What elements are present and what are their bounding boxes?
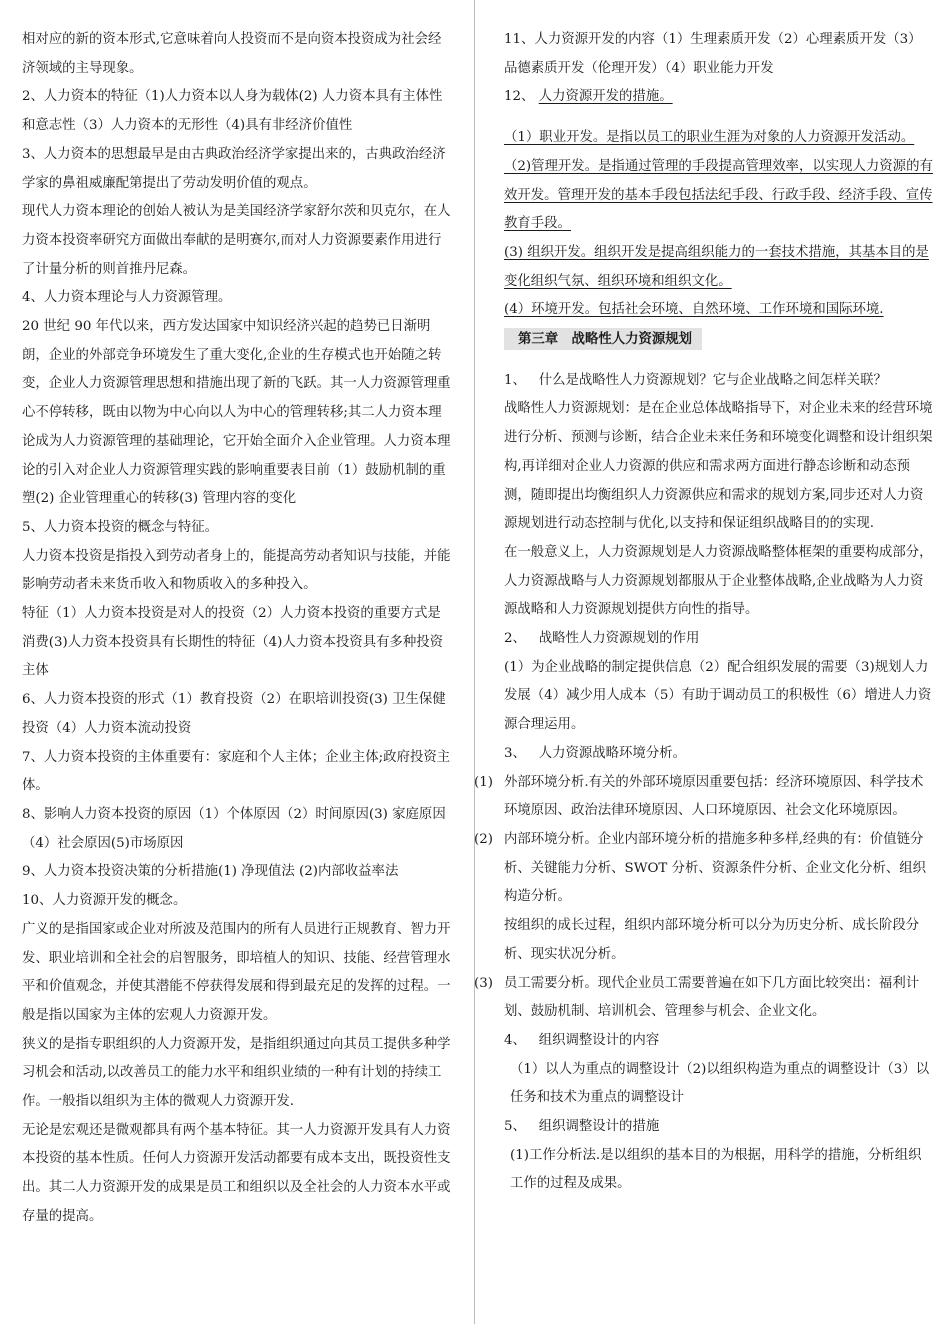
paragraph: 7、人力资本投资的主体重要有：家庭和个人主体；企业主体;政府投资主体。: [22, 749, 451, 794]
paragraph: 相对应的新的资本形式,它意味着向人投资而不是向资本投资成为社会经济领域的主导现象。: [22, 32, 442, 76]
question-title: 什么是战略性人力资源规划？它与企业战略之间怎样关联？: [538, 372, 887, 388]
paragraph: 现代人力资本理论的创始人被认为是美国经济学家舒尔茨和贝克尔，在人力资本投资率研究方面做出奉献的是明赛尔,而对人力资源要素作用进行了计量分析的则首推丹尼森。: [22, 204, 451, 277]
paragraph: 人力资本投资是指投入到劳动者身上的，能提高劳动者知识与技能，并能影响劳动者未来货币收入和物质收入的多种投入。: [22, 548, 451, 593]
paragraph: 无论是宏观还是微观都具有两个基本特征。其一人力资源开发具有人力资本投资的基本性质。任何人力资源开发活动都要有成本支出，既投资性支出。其二人力资源开发的成果是员工和组织以及全社会的人力资本水平或存量的提高。: [22, 1122, 451, 1224]
question-5: [504, 1113, 934, 1142]
question-number: 3、: [504, 745, 526, 761]
question-number: 5、: [504, 1119, 526, 1135]
question-number: 1、: [504, 372, 526, 388]
paragraph: 20 世纪 90 年代以来，西方发达国家中知识经济兴起的趋势已日渐明朗，企业的外部竞争环境发生了重大变化,企业的生存模式也开始随之转变，企业人力资源管理思想和措施出现了新的飞跃。其一人力资源管理重心不停转移，既由以物为中心向以人为中心的管理转移;其二人力资本理论成为人力资源管理的基础理论，它开始全面介入企业管理。人力资本理论的引入对企业人力资源管理实践的影响重要表目前（1）鼓励机制的重塑(2) 企业管理重心的转移(3) 管理内容的变化: [22, 319, 451, 507]
question-title: 人力资源战略环境分析。: [538, 745, 686, 761]
paragraph: 9、人力资本投资决策的分析措施(1) 净现值法 (2)内部收益率法: [22, 864, 399, 880]
paragraph: (1)工作分析法.是以组织的基本目的为根据，用科学的措施，分析组织工作的过程及成果。: [510, 1147, 922, 1192]
paragraph: 8、影响人力资本投资的原因（1）个体原因（2）时间原因(3) 家庭原因（4）社会原因(5)市场原因: [22, 806, 446, 851]
paragraph: (1）为企业战略的制定提供信息（2）配合组织发展的需要（3)规划人力发展（4）减少用人成本（5）有助于调动员工的积极性（6）增进人力资源合理运用。: [504, 659, 932, 733]
paragraph: 狭义的是指专职组织的人力资源开发，是指组织通过向其员工提供多种学习机会和活动,以改善员工的能力水平和组织业绩的一种有计划的持续工作。一般指以组织为主体的微观人力资源开发.: [22, 1036, 451, 1110]
paragraph: 5、人力资本投资的概念与特征。: [22, 519, 218, 535]
env-item: (2) 内部环境分析。企业内部环境分析的措施多种多样,经典的有：价值链分析、关键能力分析、SWOT 分析、资源条件分析、企业文化分析、组织构造分析。: [474, 831, 927, 905]
paragraph: 4、人力资本理论与人力资源管理。: [22, 290, 232, 306]
question-number: 4、: [504, 1032, 526, 1048]
paragraph: 2、人力资本的特征（1)人力资本以人身为载体(2) 人力资本具有主体性和意志性（3）人力资本的无形性（4)具有非经济价值性: [22, 89, 443, 134]
env-item: 按组织的成长过程，组织内部环境分析可以分为历史分析、成长阶段分析、现实状况分析。: [504, 918, 920, 962]
measure-item: （2)管理开发。是指通过管理的手段提高管理效率，以实现人力资源的有效开发。管理开发的基本手段包括法纪手段、行政手段、经济手段、宣传教育手段。: [504, 158, 933, 232]
column-divider: [474, 0, 475, 1324]
paragraph: 战略性人力资源规划：是在企业总体战略指导下，对企业未来的经营环境进行分析、预测与诊断，结合企业未来任务和环境变化调整和设计组织架构,再详细对企业人力资源的供应和需求两方面进行静态诊断和动态预测，随即提出均衡组织人力资源供应和需求的规划方案,同步还对人力资源规划进行动态控制与优化,以支持和保证组织战略目的的实现.: [504, 401, 933, 532]
item-12-title: 人力资源开发的措施。: [538, 89, 673, 105]
env-item: (3) 员工需要分析。现代企业员工需要普遍在如下几方面比较突出：福利计划、鼓励机制、培训机会、管理参与机会、企业文化。: [474, 975, 920, 1020]
question-title: 战略性人力资源规划的作用: [538, 631, 700, 647]
item-12: [504, 83, 934, 112]
measure-item: (4）环境开发。包括社会环境、自然环境、工作环境和国际环境.: [504, 302, 884, 318]
paragraph: 6、人力资本投资的形式（1）教育投资（2）在职培训投资(3) 卫生保健投资（4）人力资本流动投资: [22, 692, 446, 736]
measure-item: (3) 组织开发。组织开发是提高组织能力的一套技术措施，其基本目的是变化组织气氛、组织环境和组织文化。: [504, 244, 929, 289]
item-11: 11、人力资源开发的内容（1）生理素质开发（2）心理素质开发（3）品德素质开发（伦理开发）（4）职业能力开发: [504, 32, 922, 76]
paragraph: 在一般意义上，人力资源规划是人力资源战略整体框架的重要构成部分，人力资源战略与人力资源规划都服从于企业整体战略,企业战略为人力资源战略和人力资源规划提供方向性的指导。: [504, 544, 933, 618]
question-1: [504, 367, 934, 396]
question-2: [504, 625, 934, 654]
paragraph: 3、人力资本的思想最早是由古典政治经济学家提出来的，古典政治经济学家的鼻祖威廉配第提出了劳动发明价值的观点。: [22, 146, 446, 191]
question-4: [504, 1027, 934, 1056]
paragraph: 特征（1）人力资本投资是对人的投资（2）人力资本投资的重要方式是消费(3)人力资本投资具有长期性的特征（4)人力资本投资具有多种投资主体: [22, 606, 444, 679]
chapter-heading: 第三章 战略性人力资源规划: [504, 328, 702, 350]
paragraph: （1）以人为重点的调整设计（2)以组织构造为重点的调整设计（3）以任务和技术为重点的调整设计: [510, 1061, 930, 1106]
question-3: [504, 740, 934, 769]
right-column: [474, 26, 934, 1199]
paragraph: 10、人力资源开发的概念。: [22, 893, 187, 909]
left-column: [22, 26, 452, 1232]
question-number: 2、: [504, 631, 526, 647]
question-title: 组织调整设计的内容: [538, 1032, 660, 1048]
env-item: (1) 外部环境分析.有关的外部环境原因重要包括：经济环境原因、科学技术环境原因、政治法律环境原因、人口环境原因、社会文化环境原因。: [474, 774, 924, 819]
question-title: 组织调整设计的措施: [538, 1119, 660, 1135]
measure-item: （1）职业开发。是指以员工的职业生涯为对象的人力资源开发活动。: [504, 130, 915, 146]
item-12-number: 12、: [504, 89, 535, 105]
paragraph: 广义的是指国家或企业对所波及范围内的所有人员进行正规教育、智力开发、职业培训和全社会的启智服务，即培植人的知识、技能、经营管理水平和价值观念，并使其潜能不停获得发展和得到最充足的发挥的过程。一般是指以国家为主体的宏观人力资源开发。: [22, 921, 451, 1023]
